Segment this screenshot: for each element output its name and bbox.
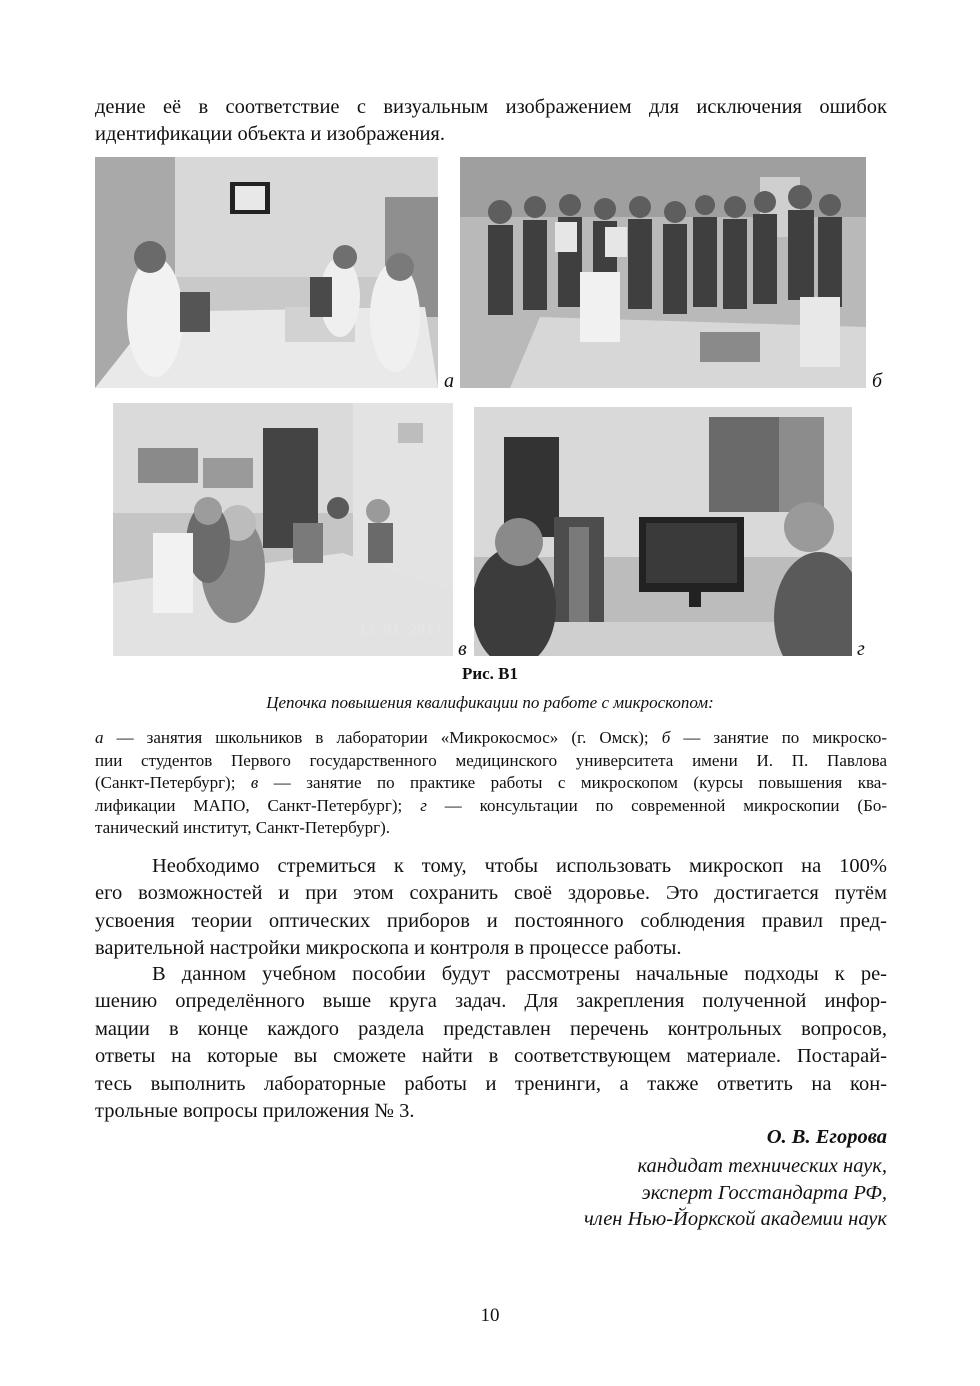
author-title-line: эксперт Госстандарта РФ, [641, 1182, 887, 1204]
photo-b-label: б [872, 370, 883, 392]
photo-a-label: а [444, 370, 454, 392]
text-line: мации в конце каждого раздела представлен перечень контрольных вопросов, [95, 1017, 887, 1040]
caption-line: лификации МАПО, Санкт-Петербург); г — консультации по современной микроскопии (Бо- [95, 795, 887, 815]
photo-g-label: г [857, 638, 865, 660]
text-line: В данном учебном пособии будут рассмотрены начальные подходы к ре- [152, 963, 887, 985]
photo-g [474, 407, 852, 656]
photo-v-label: в [458, 638, 467, 660]
page-number: 10 [480, 1305, 500, 1326]
author-title-line: кандидат технических наук, [637, 1155, 887, 1177]
caption-line: (Санкт-Петербург); в — занятие по практике работы с микроскопом (курсы повышения ква- [95, 773, 887, 792]
text-line: тесь выполнить лабораторные работы и тренинги, а также ответить на кон- [95, 1072, 887, 1095]
photo-v [113, 403, 453, 656]
text-line: трольные вопросы приложения № 3. [95, 1100, 415, 1123]
caption-line: танический институт, Санкт-Петербург). [95, 818, 391, 837]
text-line: идентификации объекта и изображения. [95, 123, 445, 146]
caption-line: а — занятия школьников в лаборатории «Микрокосмос» (г. Омск); б — занятие по микроско- [95, 728, 887, 747]
body-paragraph-1 [95, 853, 887, 963]
intro-paragraph [95, 94, 887, 149]
photo-timestamp: 13.01.2017 [358, 622, 443, 638]
photo-b [460, 157, 866, 388]
photo-a [95, 157, 438, 388]
text-line: Необходимо стремиться к тому, чтобы использовать микроскоп на 100% [152, 855, 887, 877]
text-line: варительной настройки микроскопа и контроля в процессе работы. [95, 937, 682, 960]
author-name: О. В. Егорова [766, 1126, 887, 1148]
figure-caption [95, 727, 887, 840]
text-line: его возможностей и при этом сохранить своё здоровье. Это достигается путём [95, 882, 887, 905]
body-paragraph-2 [95, 961, 887, 1125]
text-line: ответы на которые вы сможете найти в соответствующем материале. Постарай- [95, 1045, 887, 1068]
text-line: усвоения теории оптических приборов и постоянного соблюдения правил пред- [95, 909, 887, 932]
text-line: шению определённого выше круга задач. Для закрепления полученной инфор- [95, 990, 887, 1013]
caption-line: пии студентов Первого государственного медицинского университета имени И. П. Павлова [95, 750, 887, 770]
figure-title: Рис. В1 [461, 664, 519, 683]
author-title-line: член Нью-Йоркской академии наук [583, 1208, 887, 1230]
figure-subtitle: Цепочка повышения квалификации по работе с микроскопом: [266, 693, 714, 712]
text-line: дение её в соответствие с визуальным изображением для исключения ошибок [95, 96, 887, 118]
